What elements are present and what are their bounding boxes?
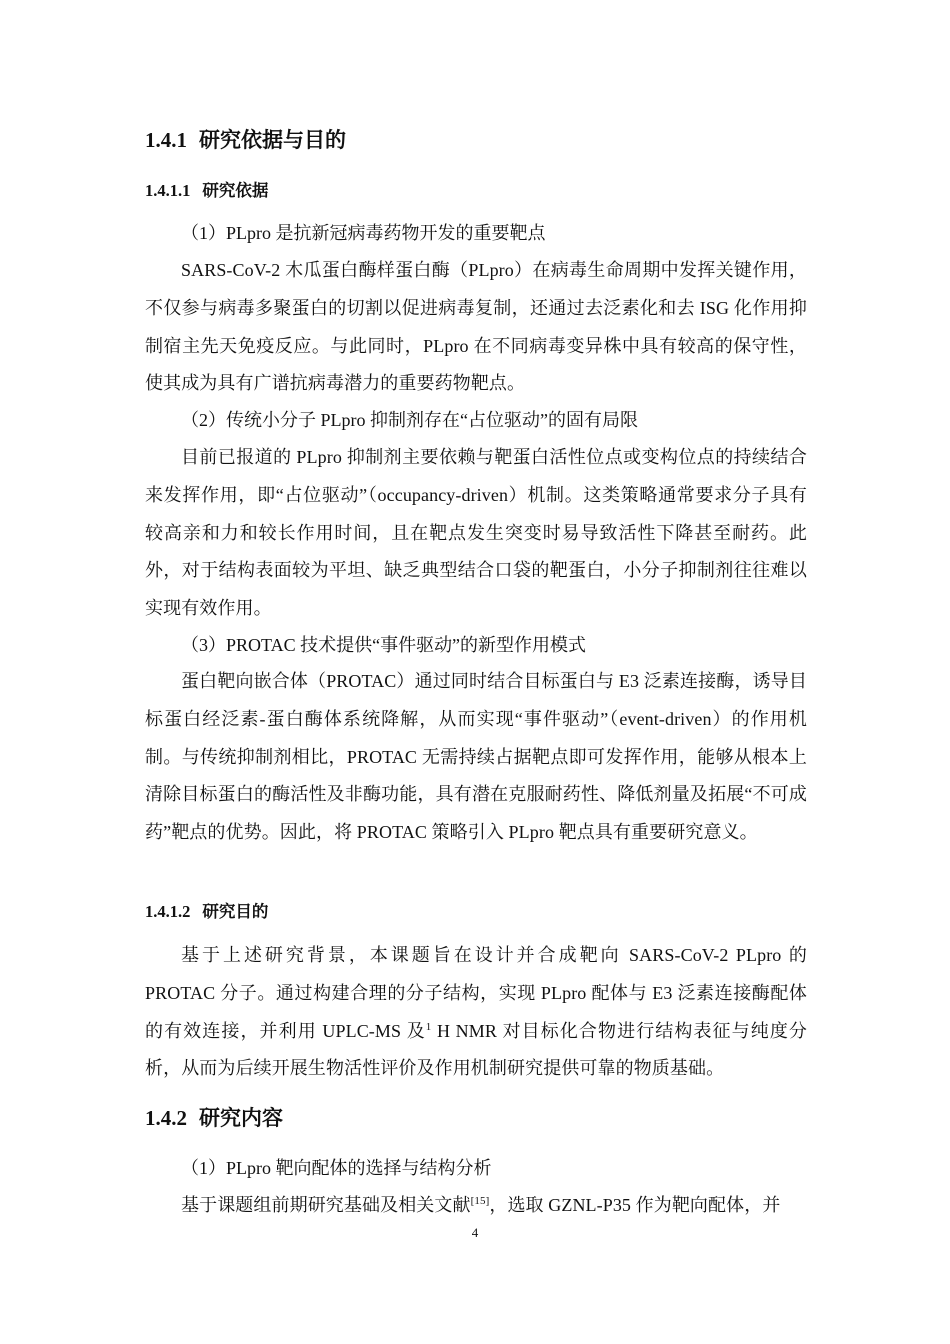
subsection-number: 1.4.1.2	[145, 902, 191, 921]
section-number: 1.4.2	[145, 1106, 187, 1130]
purpose-text-end: H NMR 对目标化合物进行结构表征与纯度分析，从而为后续开展生物活性评价及作用机制研究提供可靠的物质基础。	[145, 1020, 808, 1079]
basis-paragraph-1: SARS-CoV-2 木瓜蛋白酶样蛋白酶（PLpro）在病毒生命周期中发挥关键作用，不仅参与病毒多聚蛋白的切割以促进病毒复制，还通过去泛素化和去 ISG 化作用抑制宿主先天免疫反应。与此同时，PLpro 在不同病毒变异株中具有较高的保守性，使其成为具有广谱抗病毒潜力的重要药物靶点。	[145, 260, 807, 394]
superscript-one: 1	[425, 1020, 432, 1033]
subsection-number: 1.4.1.1	[145, 181, 191, 200]
section-number: 1.4.1	[145, 128, 187, 152]
content-item-1: （1）PLpro 靶向配体的选择与结构分析	[181, 1158, 492, 1178]
content-paragraph	[145, 1187, 807, 1225]
citation-reference: [15]	[470, 1195, 490, 1207]
basis-item-3: （3）PROTAC 技术提供“事件驱动”的新型作用模式	[181, 635, 587, 655]
page-number: 4	[471, 1225, 479, 1240]
purpose-text-start: 基于上述研究背景，本课题旨在设计并合成靶向 SARS-CoV-2 PLpro 的 PROTAC 分子。通过构建合理的分子结构，实现 PLpro 配体与 E3 泛素连接酶配体的有效连接，并利用 UPLC-MS 及	[145, 945, 807, 1041]
basis-item-1: （1）PLpro 是抗新冠病毒药物开发的重要靶点	[181, 223, 546, 243]
basis-paragraph-2: 目前已报道的 PLpro 抑制剂主要依赖与靶蛋白活性位点或变构位点的持续结合来发挥作用，即“占位驱动”（occupancy-driven）机制。这类策略通常要求分子具有较高亲和力和较长作用时间，且在靶点发生突变时易导致活性下降甚至耐药。此外，对于结构表面较为平坦、缺乏典型结合口袋的靶蛋白，小分子抑制剂往往难以实现有效作用。	[145, 447, 807, 619]
basis-paragraph-3: 蛋白靶向嵌合体（PROTAC）通过同时结合目标蛋白与 E3 泛素连接酶，诱导目标蛋白经泛素-蛋白酶体系统降解，从而实现“事件驱动”（event-driven）的作用机制。与传统抑制剂相比，PROTAC 无需持续占据靶点即可发挥作用，能够从根本上清除目标蛋白的酶活性及非酶功能，具有潜在克服耐药性、降低剂量及拓展“不可成药”靶点的优势。因此，将 PROTAC 策略引入 PLpro 靶点具有重要研究意义。	[145, 671, 807, 843]
subsection-title: 研究依据	[202, 181, 269, 200]
basis-item-2: （2）传统小分子 PLpro 抑制剂存在“占位驱动”的固有局限	[181, 410, 638, 430]
subsection-heading-1-4-1-1	[145, 179, 807, 203]
section-title: 研究内容	[199, 1106, 283, 1130]
section-heading-1-4-1	[145, 126, 807, 154]
section-title: 研究依据与目的	[199, 128, 346, 152]
section-heading-1-4-2	[145, 1104, 807, 1132]
content-text-end: ，选取 GZNL-P35 作为靶向配体，并	[489, 1195, 781, 1215]
purpose-paragraph	[145, 937, 807, 1088]
content-text-start: 基于课题组前期研究基础及相关文献	[181, 1195, 471, 1215]
subsection-heading-1-4-1-2	[145, 900, 807, 924]
subsection-title: 研究目的	[202, 902, 269, 921]
